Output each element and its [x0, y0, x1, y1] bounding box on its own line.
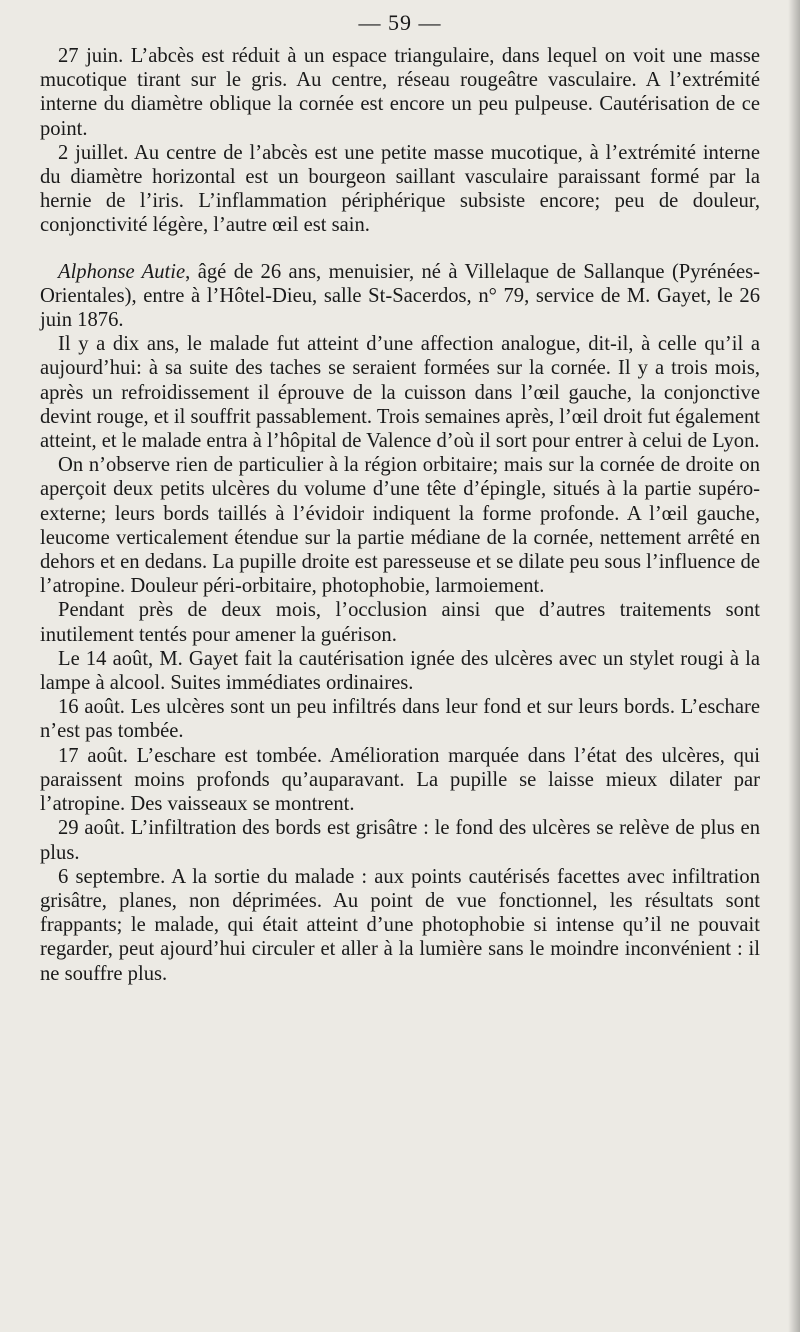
page-edge-shadow [788, 0, 800, 1332]
patient-name: Alphonse Autie [58, 260, 186, 283]
paragraph-29-aout: 29 août. L’infiltration des bords est grisâtre : le fond des ulcères se relève de plus en plus. [40, 817, 760, 864]
paragraph-examination: On n’observe rien de particulier à la région orbitaire; mais sur la cornée de droite on aperçoit deux petits ulcères du volume d’une tête d’épingle, situés à la partie supéro-externe; leurs bords taillés à l’évidoir indiquent la forme profonde. A l’œil gauche, leucome verticalement étendue sur la partie médiane de la cornée, nettement arrêté en dehors et en dedans. La pupille droite est paresseuse et se dilate peu sous l’influence de l’atropine. Douleur péri-orbitaire, photophobie, larmoiement. [40, 454, 760, 598]
paragraph-16-aout: 16 août. Les ulcères sont un peu infiltrés dans leur fond et sur leurs bords. L’eschare n’est pas tombée. [40, 696, 760, 743]
paragraph-2-juillet: 2 juillet. Au centre de l’abcès est une petite masse mucotique, à l’extrémité interne du diamètre horizontal est un bourgeon saillant vasculaire paraissant formé par la hernie de l’iris. L’inflammation périphérique subsiste encore; peu de douleur, conjonctivité légère, l’autre œil est sain. [40, 141, 760, 237]
paragraph-27-juin: 27 juin. L’abcès est réduit à un espace triangulaire, dans lequel on voit une masse mucotique tirant sur le gris. Au centre, réseau rougeâtre vasculaire. A l’extrémité interne du diamètre oblique la cornée est encore un peu pulpeuse. Cautérisation de ce point. [40, 45, 760, 140]
patient-intro-text: , âgé de 26 ans, menuisier, né à Villelaque de Sallanque (Pyrénées-Orientales), entre à l’Hôtel-Dieu, salle St-Sacerdos, n° 79, service de M. Gayet, le 26 juin 1876. [40, 260, 761, 332]
paragraph-treatment-attempts: Pendant près de deux mois, l’occlusion ainsi que d’autres traitements sont inutilement tentés pour amener la guérison. [40, 599, 760, 646]
paragraph-6-septembre: 6 septembre. A la sortie du malade : aux points cautérisés facettes avec infiltration grisâtre, planes, non déprimées. Au point de vue fonctionnel, les résultats sont frappants; le malade, qui était atteint d’une photophobie si intense qu’il ne pouvait regarder, peut ajourd’hui circuler et aller à la lumière sans le moindre inconvénient : il ne souffre plus. [40, 865, 760, 985]
paragraph-17-aout: 17 août. L’eschare est tombée. Amélioration marquée dans l’état des ulcères, qui paraissent moins profonds qu’auparavant. La pupille se laisse mieux dilater par l’atropine. Des vaisseaux se montrent. [40, 744, 760, 816]
paragraph-patient-intro [40, 260, 760, 333]
paragraph-14-aout: Le 14 août, M. Gayet fait la cautérisation ignée des ulcères avec un stylet rougi à la lampe à alcool. Suites immédiates ordinaires. [40, 647, 760, 695]
paragraph-history: Il y a dix ans, le malade fut atteint d’une affection analogue, dit-il, à celle qu’il a aujourd’hui: à sa suite des taches se seraient formées sur la cornée. Il y a trois mois, après un refroidissement il éprouve de la cuisson dans l’œil gauche, la conjonctive devint rouge, et il souffrit passablement. Trois semaines après, l’œil droit fut également atteint, et le malade entra à l’hôpital de Valence d’où il sort pour entrer à celui de Lyon. [40, 333, 760, 453]
page-body [40, 44, 760, 986]
page-number: — 59 — [358, 10, 442, 35]
